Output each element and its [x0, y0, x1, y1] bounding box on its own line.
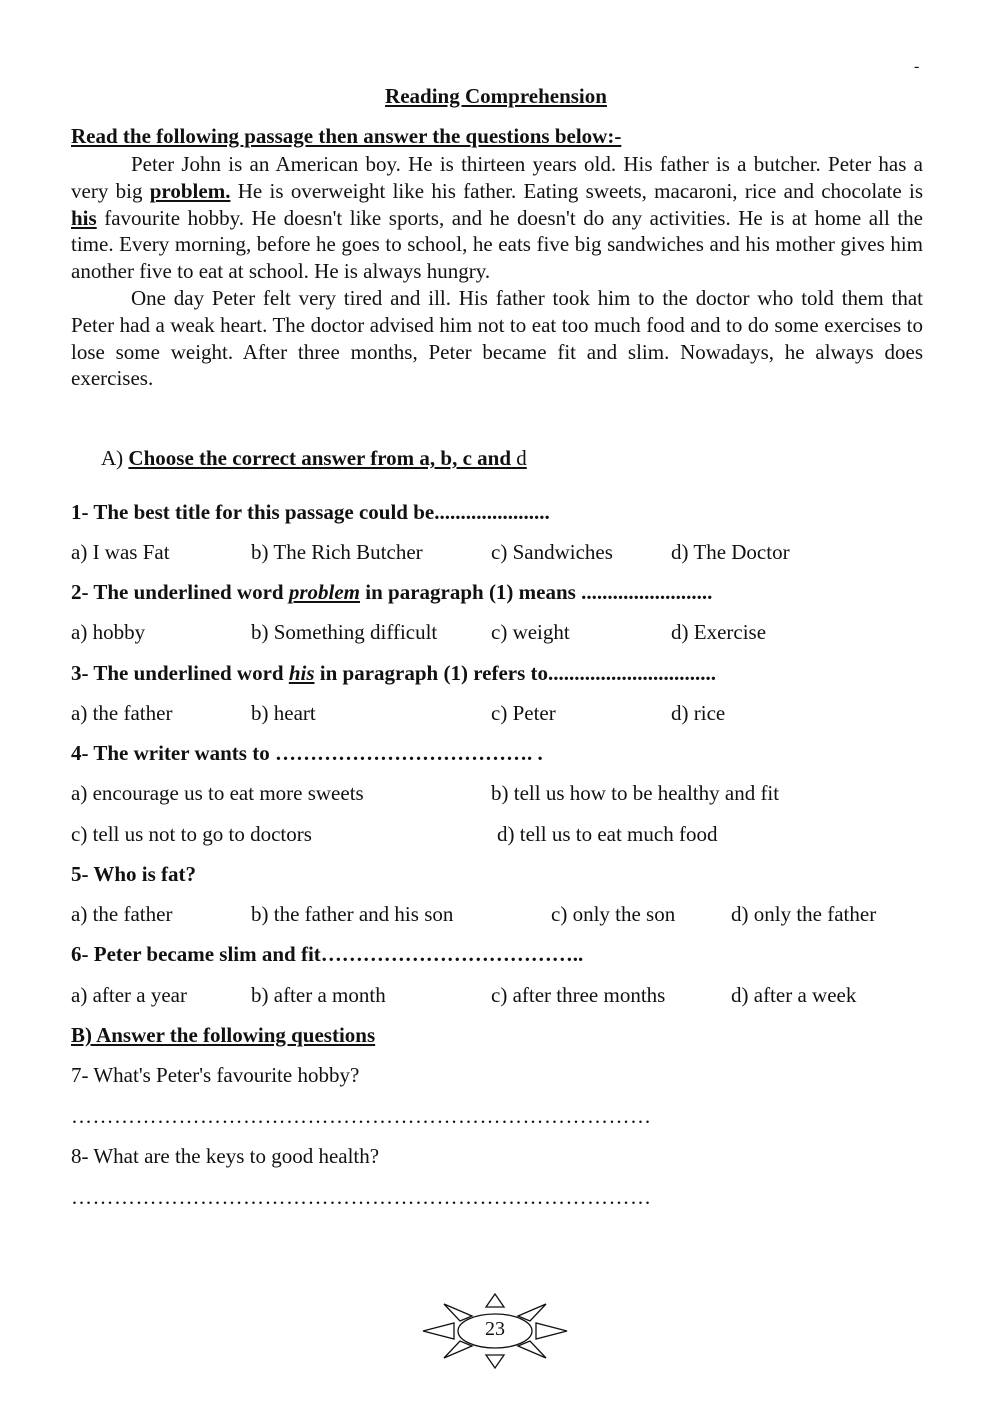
page-number: 23 [485, 1318, 505, 1340]
passage-paragraph-1 [71, 151, 923, 285]
question-text: 2- The underlined word [71, 580, 289, 604]
page-title: Reading Comprehension [385, 84, 607, 108]
q3-option-c[interactable]: c) Peter [491, 701, 556, 725]
reading-passage [71, 151, 923, 392]
question-8: 8- What are the keys to good health? [71, 1144, 380, 1168]
q2-option-c[interactable]: c) weight [491, 620, 570, 644]
q5-option-b[interactable]: b) the father and his son [251, 902, 454, 926]
q4-option-d[interactable]: d) tell us to eat much food [497, 822, 718, 846]
section-b-heading: B) Answer the following questions [71, 1023, 376, 1047]
question-1: 1- The best title for this passage could be...................... [71, 500, 550, 524]
section-a-prefix: A) [101, 446, 129, 470]
q3-option-d[interactable]: d) rice [671, 701, 726, 725]
question-text: 3- The underlined word [71, 661, 289, 685]
underlined-word-his: his [71, 205, 97, 230]
question-5: 5- Who is fat? [71, 862, 197, 886]
corner-mark: - [914, 58, 920, 75]
answer-line-8[interactable]: ……………………………………………………………………… [71, 1185, 652, 1209]
q4-option-b[interactable]: b) tell us how to be healthy and fit [491, 781, 780, 805]
q6-option-a[interactable]: a) after a year [71, 983, 187, 1007]
q1-option-d[interactable]: d) The Doctor [671, 540, 790, 564]
passage-text: Peter John is an American boy. He is thirteen years old. His father is a butcher. Peter has a very big [71, 152, 923, 203]
q3-option-a[interactable]: a) the father [71, 701, 173, 725]
q1-option-b[interactable]: b) The Rich Butcher [251, 540, 423, 564]
q1-option-c[interactable]: c) Sandwiches [491, 540, 613, 564]
passage-paragraph-2: One day Peter felt very tired and ill. His father took him to the doctor who told them that Peter had a weak heart. The doctor advised him not to eat too much food and to do some exercises to lose some weight. After three months, Peter became fit and slim. Nowadays, he always does exercises. [71, 285, 923, 391]
underlined-word-problem: problem. [149, 178, 231, 203]
q5-option-a[interactable]: a) the father [71, 902, 173, 926]
q6-option-c[interactable]: c) after three months [491, 983, 666, 1007]
section-a-suffix: d [511, 446, 527, 470]
q6-option-b[interactable]: b) after a month [251, 983, 386, 1007]
question-text: in paragraph (1) means ......................... [360, 580, 713, 604]
question-3 [71, 661, 716, 686]
instruction-heading: Read the following passage then answer the questions below:- [71, 124, 622, 148]
question-keyword: problem [288, 580, 360, 604]
passage-text: He is overweight like his father. Eating sweets, macaroni, rice and chocolate is [230, 178, 923, 203]
question-7: 7- What's Peter's favourite hobby? [71, 1063, 360, 1087]
passage-text: favourite hobby. He doesn't like sports, and he doesn't do any activities. He is at home all the time. Every morning, before he goes to school, he eats five big sandwiches and his mother gives him another five to eat at school. He is always hungry. [71, 205, 923, 284]
question-keyword: his [288, 661, 315, 685]
q1-option-a[interactable]: a) I was Fat [71, 540, 170, 564]
q2-option-d[interactable]: d) Exercise [671, 620, 767, 644]
q3-option-b[interactable]: b) heart [251, 701, 316, 725]
q2-option-a[interactable]: a) hobby [71, 620, 146, 644]
q2-option-b[interactable]: b) Something difficult [251, 620, 438, 644]
question-2 [71, 580, 712, 605]
section-a-heading [101, 446, 527, 471]
answer-line-7[interactable]: ……………………………………………………………………… [71, 1104, 652, 1128]
q6-option-d[interactable]: d) after a week [731, 983, 857, 1007]
question-6: 6- Peter became slim and fit……………………………….. [71, 942, 584, 966]
q4-option-c[interactable]: c) tell us not to go to doctors [71, 822, 312, 846]
q5-option-d[interactable]: d) only the father [731, 902, 877, 926]
q4-option-a[interactable]: a) encourage us to eat more sweets [71, 781, 364, 805]
section-a-label: Choose the correct answer from a, b, c and [128, 446, 512, 470]
q5-option-c[interactable]: c) only the son [551, 902, 676, 926]
question-text: in paragraph (1) refers to................................ [314, 661, 717, 685]
question-4: 4- The writer wants to ………………………………. . [71, 741, 543, 765]
